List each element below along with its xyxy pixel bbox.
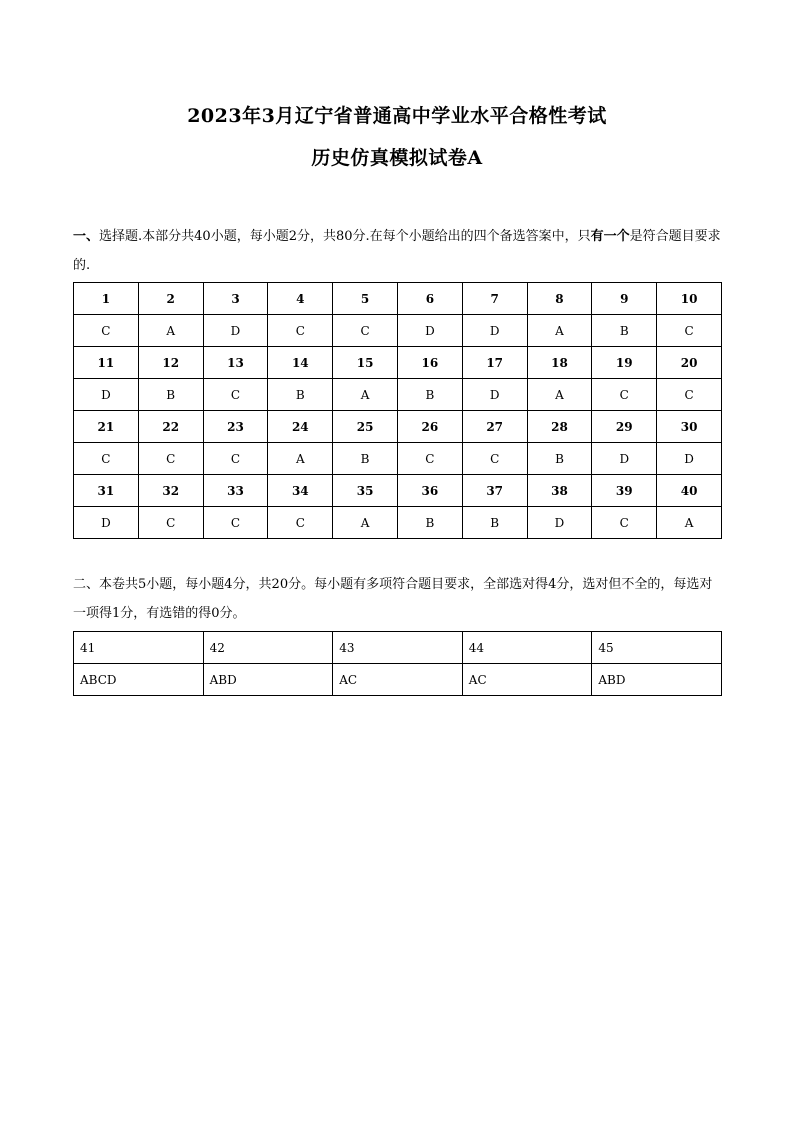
question-number-cell: 19 [592, 347, 657, 379]
answer-cell: B [268, 379, 333, 411]
answer-cell: D [462, 315, 527, 347]
question-number-cell: 45 [592, 632, 722, 664]
question-number-cell: 14 [268, 347, 333, 379]
answer-cell: C [657, 315, 722, 347]
question-number-cell: 11 [74, 347, 139, 379]
answer-cell: B [333, 443, 398, 475]
answer-cell: A [333, 507, 398, 539]
question-number-cell: 2 [138, 283, 203, 315]
question-number-cell: 24 [268, 411, 333, 443]
question-number-cell: 42 [203, 632, 333, 664]
answer-cell: A [333, 379, 398, 411]
answer-cell: D [657, 443, 722, 475]
answer-cell: A [138, 315, 203, 347]
question-number-cell: 9 [592, 283, 657, 315]
question-number-cell: 35 [333, 475, 398, 507]
answer-row [74, 443, 722, 475]
question-number-cell: 27 [462, 411, 527, 443]
question-number-cell: 15 [333, 347, 398, 379]
answer-cell: D [74, 507, 139, 539]
question-number-cell: 16 [397, 347, 462, 379]
answer-row [74, 315, 722, 347]
answer-cell: C [592, 507, 657, 539]
answer-cell: A [268, 443, 333, 475]
answer-cell: C [657, 379, 722, 411]
question-number-cell: 12 [138, 347, 203, 379]
answer-table-multiple-choice [73, 631, 722, 696]
question-number-cell: 31 [74, 475, 139, 507]
answer-cell: B [592, 315, 657, 347]
answer-cell: C [462, 443, 527, 475]
question-number-cell: 37 [462, 475, 527, 507]
answer-cell: AC [333, 664, 463, 696]
question-number-cell: 22 [138, 411, 203, 443]
answer-cell: D [527, 507, 592, 539]
answer-cell: C [268, 315, 333, 347]
question-number-row [74, 411, 722, 443]
answer-cell: A [527, 315, 592, 347]
answer-cell: ABCD [74, 664, 204, 696]
question-number-cell: 10 [657, 283, 722, 315]
answer-cell: B [527, 443, 592, 475]
question-number-row [74, 347, 722, 379]
answer-cell: AC [462, 664, 592, 696]
question-number-cell: 40 [657, 475, 722, 507]
answer-cell: C [138, 507, 203, 539]
answer-cell: C [397, 443, 462, 475]
question-number-cell: 36 [397, 475, 462, 507]
section-one-prefix: 一、 [73, 229, 100, 244]
answer-cell: A [527, 379, 592, 411]
question-number-cell: 29 [592, 411, 657, 443]
answer-cell: D [74, 379, 139, 411]
answer-cell: B [397, 379, 462, 411]
question-number-cell: 23 [203, 411, 268, 443]
question-number-cell: 44 [462, 632, 592, 664]
answer-cell: B [397, 507, 462, 539]
answer-cell: C [74, 315, 139, 347]
question-number-cell: 32 [138, 475, 203, 507]
section-one-highlight: 有一个 [590, 229, 630, 244]
answer-cell: C [333, 315, 398, 347]
question-number-cell: 39 [592, 475, 657, 507]
answer-cell: B [138, 379, 203, 411]
question-number-cell: 41 [74, 632, 204, 664]
question-number-cell: 17 [462, 347, 527, 379]
question-number-cell: 38 [527, 475, 592, 507]
document-title: 2023年3月辽宁省普通高中学业水平合格性考试 [187, 105, 607, 127]
question-number-cell: 33 [203, 475, 268, 507]
question-number-cell: 30 [657, 411, 722, 443]
question-number-cell: 21 [74, 411, 139, 443]
question-number-cell: 43 [333, 632, 463, 664]
question-number-cell: 13 [203, 347, 268, 379]
question-number-cell: 5 [333, 283, 398, 315]
answer-row [74, 379, 722, 411]
answer-cell: A [657, 507, 722, 539]
question-number-cell: 18 [527, 347, 592, 379]
answer-table-single-choice [73, 282, 722, 539]
answer-cell: C [592, 379, 657, 411]
question-number-cell: 3 [203, 283, 268, 315]
answer-cell: C [203, 443, 268, 475]
question-number-row [74, 475, 722, 507]
answer-cell: D [397, 315, 462, 347]
question-number-cell: 20 [657, 347, 722, 379]
question-number-row [74, 283, 722, 315]
question-number-cell: 4 [268, 283, 333, 315]
question-number-cell: 26 [397, 411, 462, 443]
answer-cell: B [462, 507, 527, 539]
answer-cell: D [462, 379, 527, 411]
answer-cell: C [203, 507, 268, 539]
section-one-heading [73, 222, 723, 280]
question-number-cell: 6 [397, 283, 462, 315]
question-number-cell: 8 [527, 283, 592, 315]
question-number-row [74, 632, 722, 664]
answer-cell: C [203, 379, 268, 411]
answer-cell: C [138, 443, 203, 475]
question-number-cell: 7 [462, 283, 527, 315]
answer-row [74, 507, 722, 539]
document-subtitle: 历史仿真模拟试卷A [311, 147, 483, 169]
section-one-text: 选择题.本部分共40小题，每小题2分，共80分.在每个小题给出的四个备选答案中，只 [99, 229, 591, 244]
answer-cell: D [592, 443, 657, 475]
answer-row [74, 664, 722, 696]
answer-cell: C [74, 443, 139, 475]
question-number-cell: 28 [527, 411, 592, 443]
section-one-text-end: 是符合题目要求的. [73, 229, 721, 273]
section-two-heading: 二、本卷共5小题，每小题4分，共20分。每小题有多项符合题目要求，全部选对得4分，选对但不全的，每选对一项得1分，有选错的得0分。 [73, 577, 713, 621]
answer-cell: D [203, 315, 268, 347]
question-number-cell: 1 [74, 283, 139, 315]
answer-cell: C [268, 507, 333, 539]
answer-cell: ABD [203, 664, 333, 696]
answer-cell: ABD [592, 664, 722, 696]
question-number-cell: 34 [268, 475, 333, 507]
question-number-cell: 25 [333, 411, 398, 443]
